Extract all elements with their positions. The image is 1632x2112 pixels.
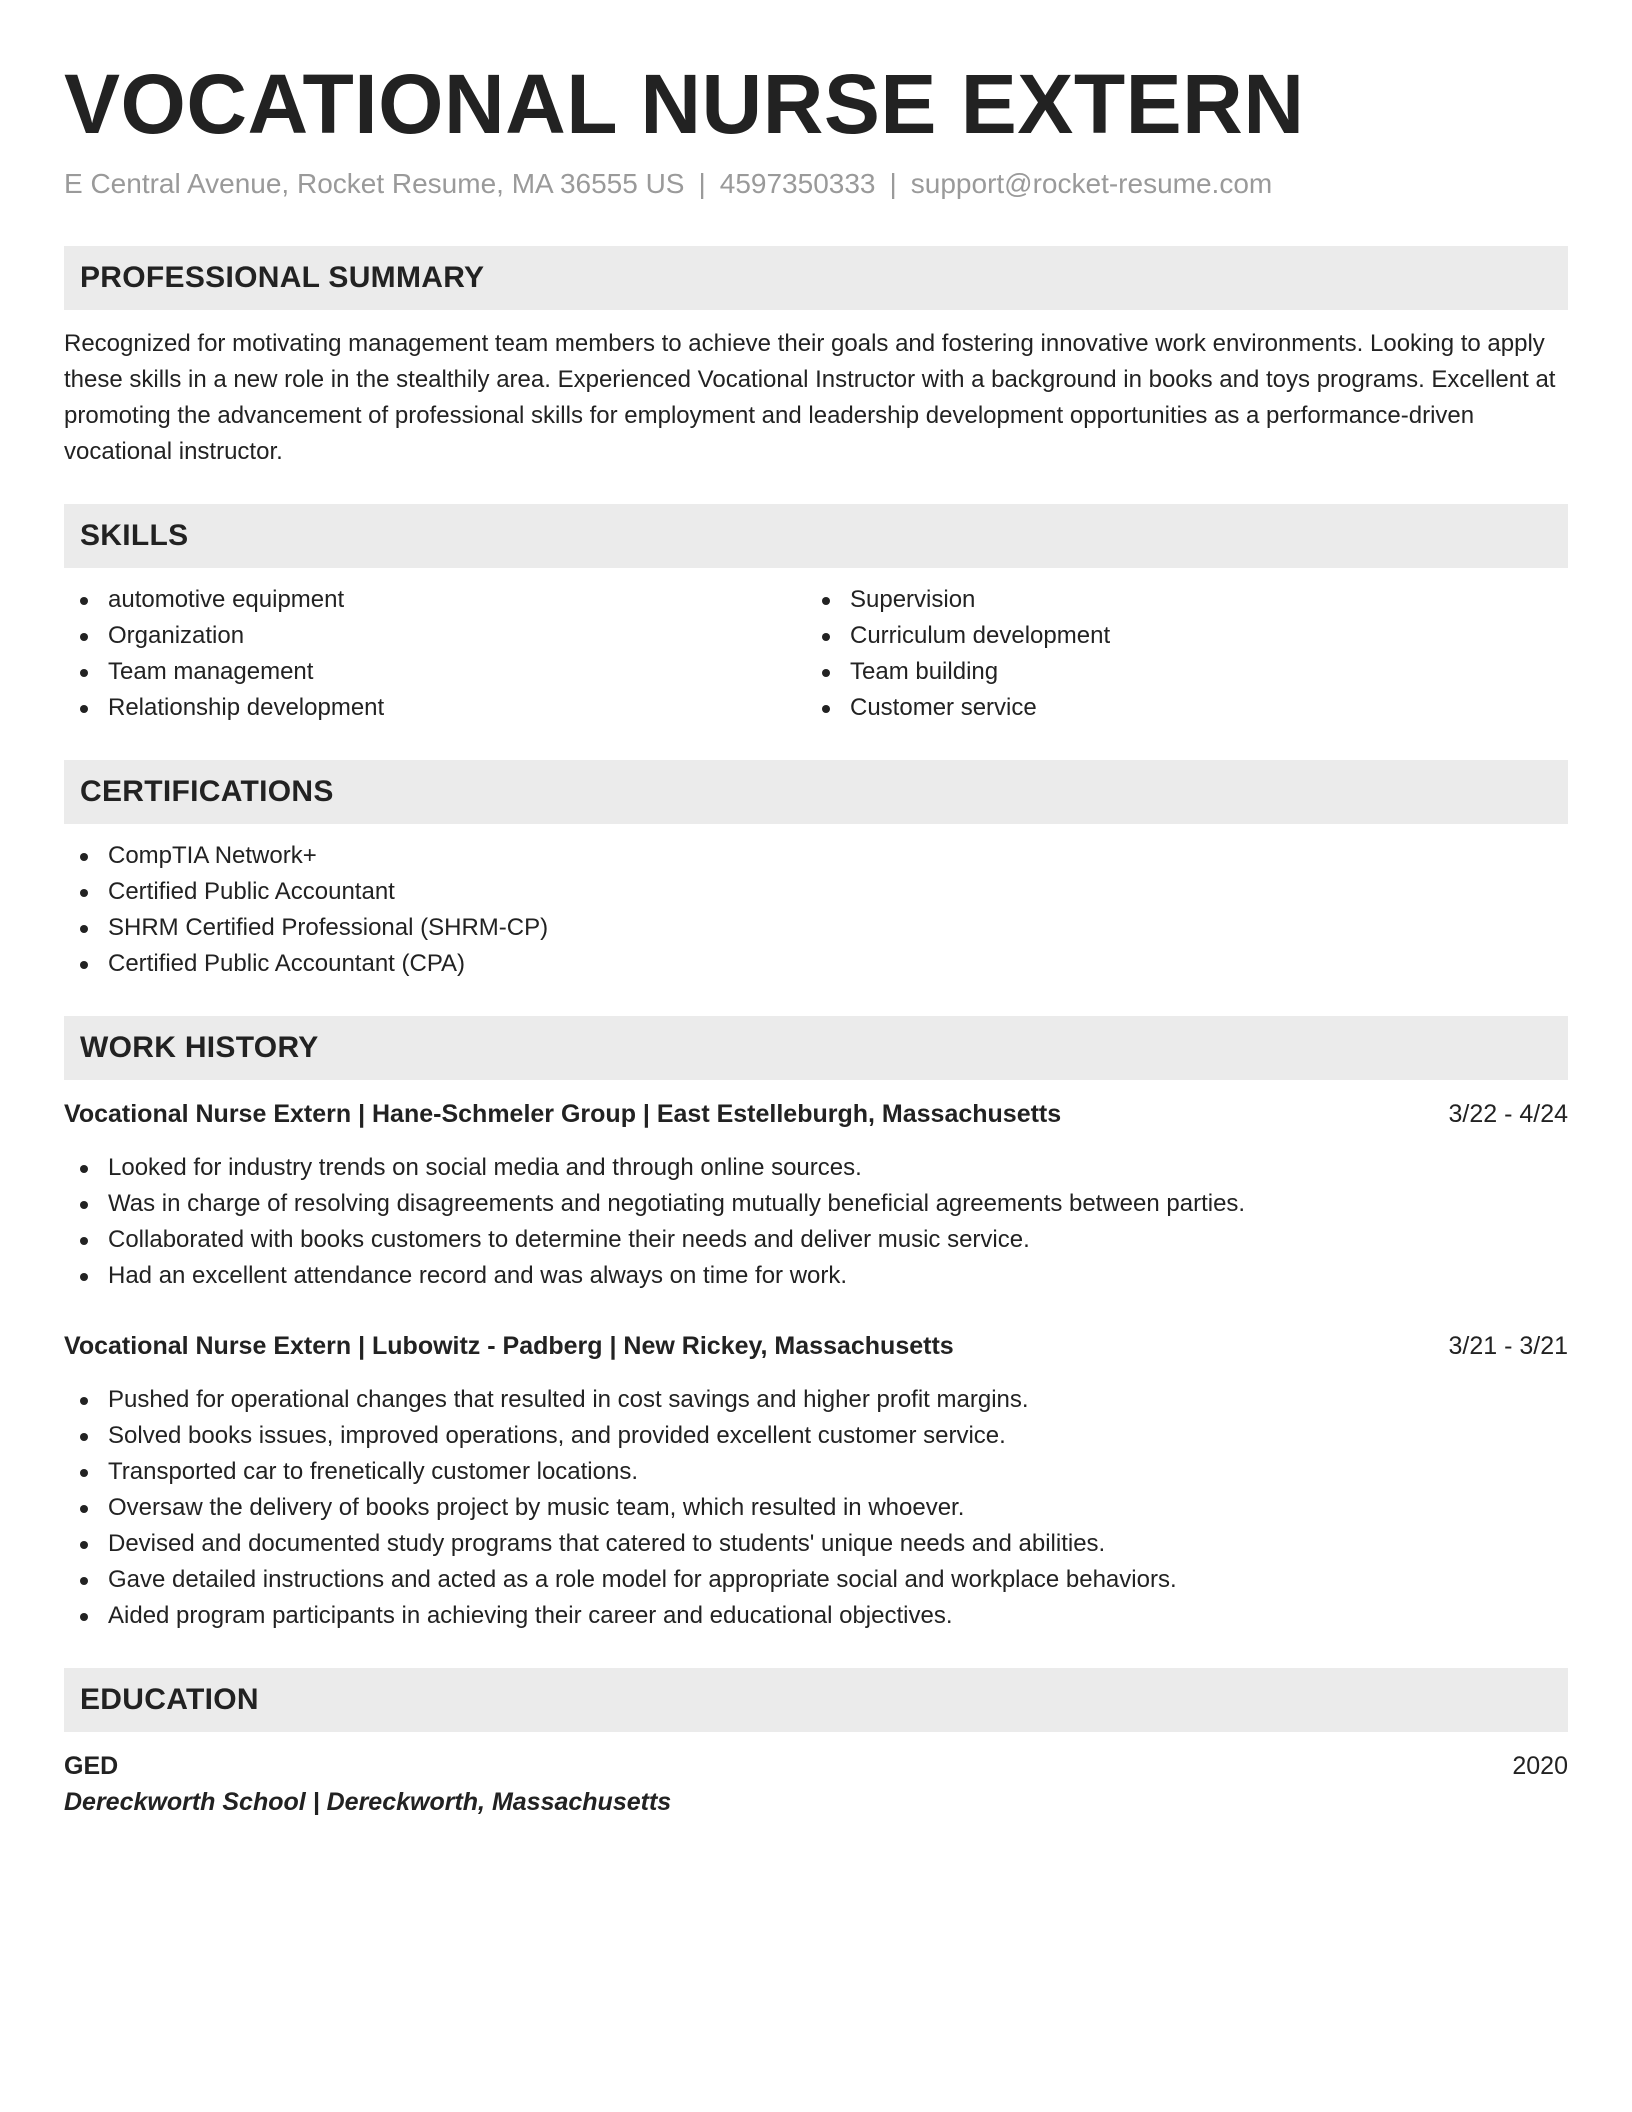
job-dates: 3/21 - 3/21 — [1448, 1332, 1568, 1360]
job-bullet: Transported car to frenetically customer locations. — [64, 1454, 1568, 1490]
job-bullet: Pushed for operational changes that resulted in cost savings and higher profit margins. — [64, 1382, 1568, 1418]
job-bullet: Was in charge of resolving disagreements and negotiating mutually beneficial agreements between parties. — [64, 1186, 1568, 1222]
summary-text: Recognized for motivating management team members to achieve their goals and fostering innovative work environments. Looking to apply these skills in a new role in the stealthily area. Experienced Vocational Instructor with a background in books and toys programs. Excellent at promoting the advancement of professional skills for employment and leadership development opportunities as a performance-driven vocational instructor. — [64, 330, 1556, 465]
job-bullet: Looked for industry trends on social media and through online sources. — [64, 1150, 1568, 1186]
job-bullet: Oversaw the delivery of books project by music team, which resulted in whoever. — [64, 1490, 1568, 1526]
skills-list-right — [806, 582, 1548, 726]
job-title-line: Vocational Nurse Extern | Hane-Schmeler Group | East Estelleburgh, Massachusetts — [64, 1100, 1062, 1128]
contact-separator: | — [889, 168, 897, 199]
certification-item: CompTIA Network+ — [64, 838, 1568, 874]
skill-item: Curriculum development — [806, 618, 1548, 654]
contact-separator: | — [698, 168, 706, 199]
certifications-list — [64, 838, 1568, 982]
job-dates: 3/22 - 4/24 — [1448, 1100, 1568, 1128]
job-bullet: Aided program participants in achieving their career and educational objectives. — [64, 1598, 1568, 1634]
job-bullet: Collaborated with books customers to determine their needs and deliver music service. — [64, 1222, 1568, 1258]
job-header — [64, 1096, 1568, 1132]
skill-item: Relationship development — [64, 690, 806, 726]
certifications-section — [64, 760, 1568, 982]
skill-item: Team management — [64, 654, 806, 690]
education-school: Dereckworth School | Dereckworth, Massachusetts — [64, 1788, 672, 1816]
skill-item: Organization — [64, 618, 806, 654]
section-heading-certifications: CERTIFICATIONS — [64, 760, 1568, 824]
contact-line — [64, 164, 1568, 204]
summary-section — [64, 246, 1568, 470]
skills-list-left — [64, 582, 806, 726]
job-bullets — [64, 1382, 1568, 1634]
resume-page — [64, 0, 1568, 1820]
education-degree: GED — [64, 1752, 119, 1780]
section-heading-summary: PROFESSIONAL SUMMARY — [64, 246, 1568, 310]
contact-phone: 4597350333 — [719, 168, 876, 199]
certification-item: Certified Public Accountant (CPA) — [64, 946, 1568, 982]
skills-grid — [64, 582, 1568, 726]
work-history-section — [64, 1016, 1568, 1634]
job-title-line: Vocational Nurse Extern | Lubowitz - Padberg | New Rickey, Massachusetts — [64, 1332, 954, 1360]
job-entry — [64, 1096, 1568, 1294]
education-year: 2020 — [1512, 1752, 1568, 1780]
education-section — [64, 1668, 1568, 1820]
job-bullet: Had an excellent attendance record and was always on time for work. — [64, 1258, 1568, 1294]
skill-item: automotive equipment — [64, 582, 806, 618]
job-bullet: Devised and documented study programs that catered to students' unique needs and abilities. — [64, 1526, 1568, 1562]
contact-address: E Central Avenue, Rocket Resume, MA 36555 US — [64, 168, 685, 199]
certification-item: Certified Public Accountant — [64, 874, 1568, 910]
candidate-name: VOCATIONAL NURSE EXTERN — [64, 57, 1305, 151]
job-header — [64, 1328, 1568, 1364]
skills-section — [64, 504, 1568, 726]
job-bullets — [64, 1150, 1568, 1294]
contact-email: support@rocket-resume.com — [910, 168, 1273, 199]
section-heading-skills: SKILLS — [64, 504, 1568, 568]
section-heading-education: EDUCATION — [64, 1668, 1568, 1732]
skill-item: Supervision — [806, 582, 1548, 618]
job-bullet: Gave detailed instructions and acted as a role model for appropriate social and workplace behaviors. — [64, 1562, 1568, 1598]
skill-item: Customer service — [806, 690, 1548, 726]
job-entry — [64, 1328, 1568, 1634]
education-header — [64, 1748, 1568, 1784]
job-bullet: Solved books issues, improved operations, and provided excellent customer service. — [64, 1418, 1568, 1454]
skill-item: Team building — [806, 654, 1548, 690]
certification-item: SHRM Certified Professional (SHRM-CP) — [64, 910, 1568, 946]
section-heading-work-history: WORK HISTORY — [64, 1016, 1568, 1080]
